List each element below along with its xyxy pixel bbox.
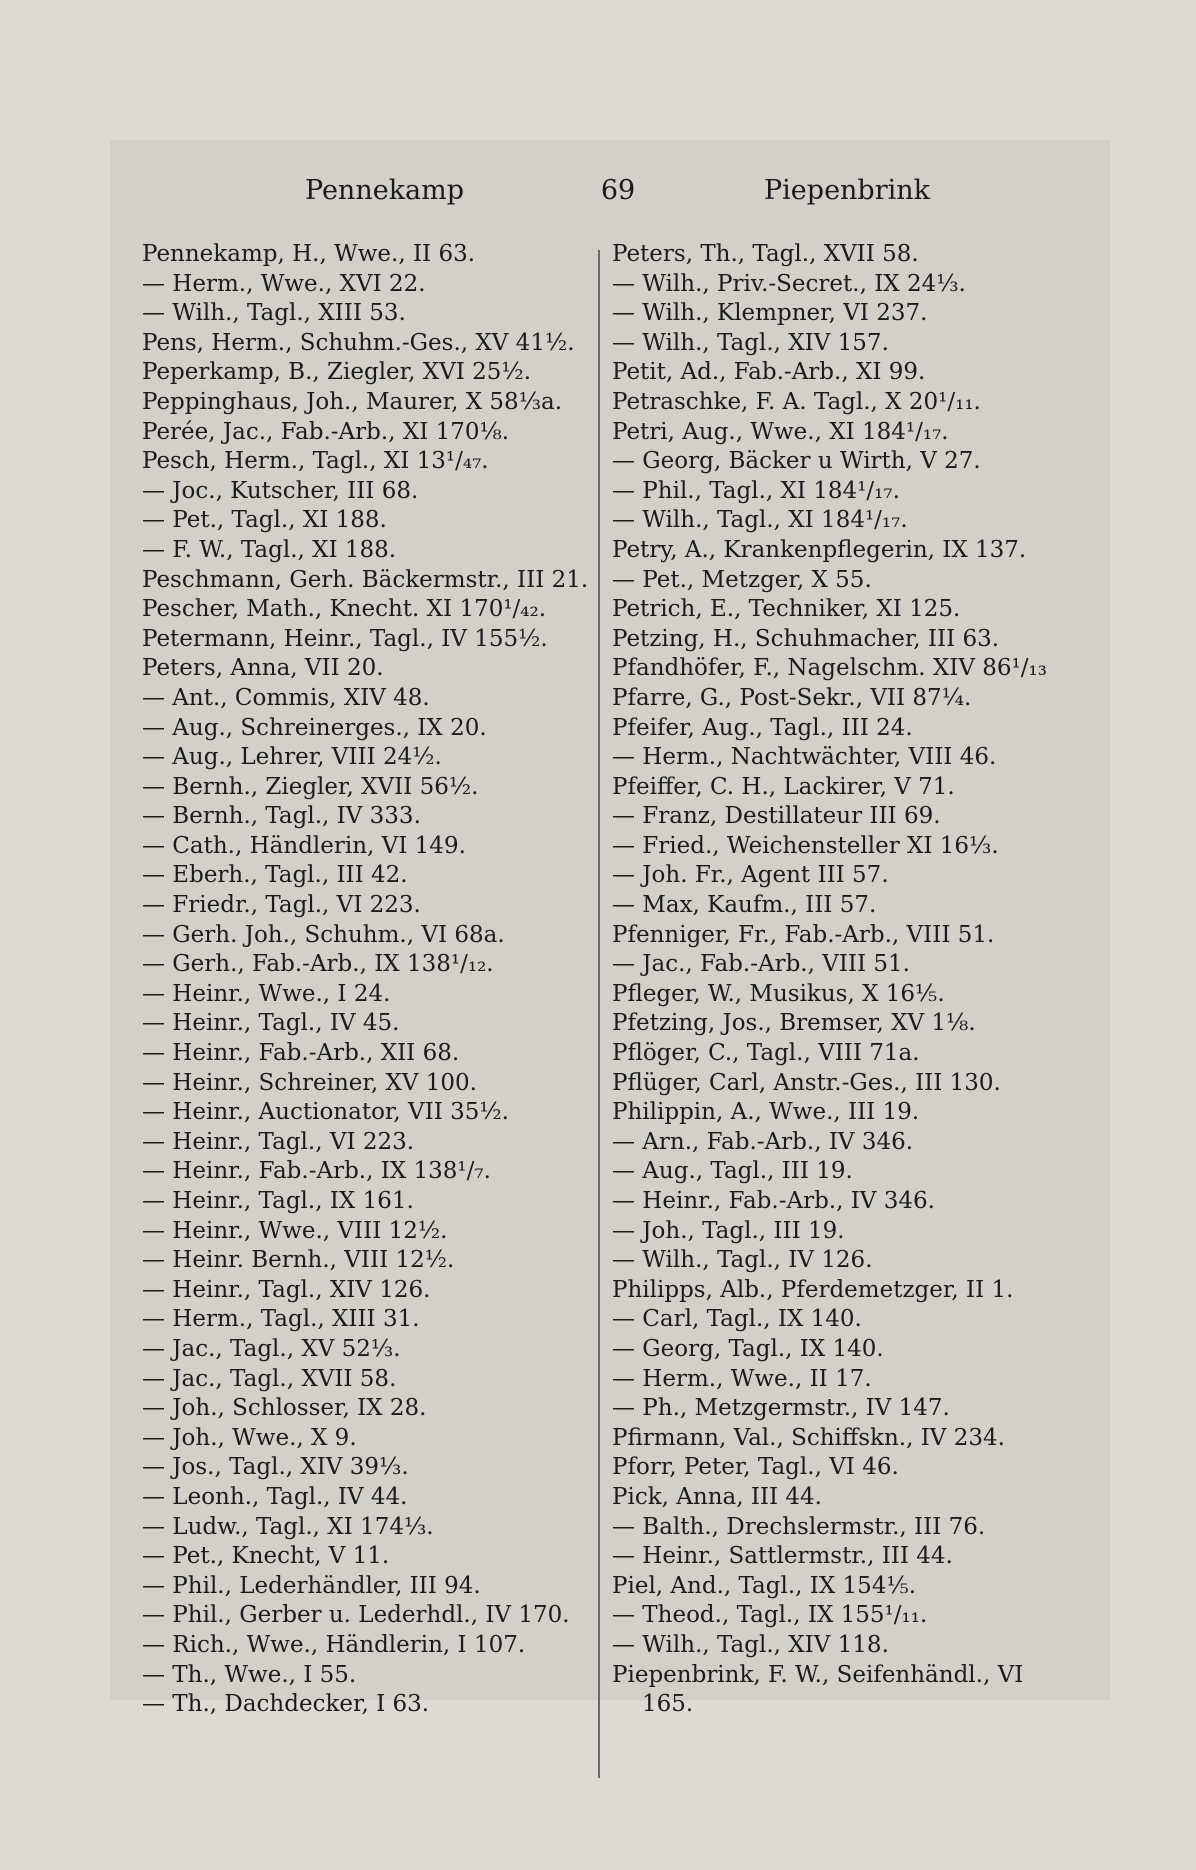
list-item: — Aug., Schreinerges., IX 20. xyxy=(142,714,487,741)
list-item: — Wilh., Tagl., XIV 118. xyxy=(612,1631,889,1658)
list-item: — Wilh., Tagl., XI 184¹/₁₇. xyxy=(612,507,908,534)
list-item: Peppinghaus, Joh., Maurer, X 58⅓a. xyxy=(142,388,563,415)
list-item: — Gerh., Fab.-Arb., IX 138¹/₁₂. xyxy=(142,951,494,978)
list-item: Philippin, A., Wwe., III 19. xyxy=(612,1099,920,1126)
list-item: — Jos., Tagl., XIV 39⅓. xyxy=(142,1454,409,1481)
list-item: — Bernh., Ziegler, XVII 56½. xyxy=(142,773,479,800)
list-item: Petrich, E., Techniker, XI 125. xyxy=(612,596,961,623)
list-item: — Wilh., Tagl., XIII 53. xyxy=(142,300,406,327)
list-item: Petraschke, F. A. Tagl., X 20¹/₁₁. xyxy=(612,388,981,415)
list-item: Pick, Anna, III 44. xyxy=(612,1483,822,1510)
list-item: — Heinr., Fab.-Arb., IX 138¹/₇. xyxy=(142,1158,491,1185)
list-item: Peters, Th., Tagl., XVII 58. xyxy=(612,241,919,267)
list-item: Pfetzing, Jos., Bremser, XV 1⅛. xyxy=(612,1010,976,1037)
list-item: — Ludw., Tagl., XI 174⅓. xyxy=(142,1513,434,1540)
list-item: Petri, Aug., Wwe., XI 184¹/₁₇. xyxy=(612,418,949,445)
list-item: — Joh., Wwe., X 9. xyxy=(142,1424,357,1451)
list-item: — Bernh., Tagl., IV 333. xyxy=(142,803,421,830)
list-item-continuation: 165. xyxy=(642,1691,694,1718)
list-item: Pforr, Peter, Tagl., VI 46. xyxy=(612,1454,899,1481)
list-item: — Wilh., Tagl., IV 126. xyxy=(612,1247,873,1274)
list-item: — Rich., Wwe., Händlerin, I 107. xyxy=(142,1631,526,1658)
list-item: Piel, And., Tagl., IX 154⅕. xyxy=(612,1572,917,1599)
list-item: — Balth., Drechslermstr., III 76. xyxy=(612,1513,986,1540)
list-item: — Wilh., Tagl., XIV 157. xyxy=(612,329,889,356)
list-item: — Heinr., Sattlermstr., III 44. xyxy=(612,1543,953,1570)
list-item: Pflöger, C., Tagl., VIII 71a. xyxy=(612,1040,920,1067)
list-item: — Georg, Tagl., IX 140. xyxy=(612,1335,884,1362)
list-item: — Heinr., Tagl., XIV 126. xyxy=(142,1276,431,1303)
list-item: Peschmann, Gerh. Bäckermstr., III 21. xyxy=(142,566,589,593)
list-item: Pens, Herm., Schuhm.-Ges., XV 41½. xyxy=(142,329,575,356)
list-item: Peperkamp, B., Ziegler, XVI 25½. xyxy=(142,359,532,386)
list-item: — Heinr., Tagl., IV 45. xyxy=(142,1010,400,1037)
list-item: — Heinr. Bernh., VIII 12½. xyxy=(142,1247,455,1274)
list-item: Peters, Anna, VII 20. xyxy=(142,655,384,682)
list-item: — Aug., Lehrer, VIII 24½. xyxy=(142,744,442,771)
list-item: — Joh. Fr., Agent III 57. xyxy=(612,862,889,889)
right-column xyxy=(612,240,1092,1720)
list-item: — Cath., Händlerin, VI 149. xyxy=(142,832,466,859)
list-item: Pfenniger, Fr., Fab.-Arb., VIII 51. xyxy=(612,921,995,948)
list-item: — Th., Wwe., I 55. xyxy=(142,1661,357,1688)
list-item: Philipps, Alb., Pferdemetzger, II 1. xyxy=(612,1276,1014,1303)
list-item: Pennekamp, H., Wwe., II 63. xyxy=(142,241,476,267)
list-item: — Georg, Bäcker u Wirth, V 27. xyxy=(612,448,981,475)
list-item: — Ant., Commis, XIV 48. xyxy=(142,684,430,711)
left-column xyxy=(142,240,587,1720)
list-item: Pfleger, W., Musikus, X 16⅕. xyxy=(612,980,945,1007)
list-item: — Jac., Tagl., XVII 58. xyxy=(142,1365,397,1392)
list-item: Petry, A., Krankenpflegerin, IX 137. xyxy=(612,536,1027,563)
list-item: Pfirmann, Val., Schiffskn., IV 234. xyxy=(612,1424,1005,1451)
list-item: — Max, Kaufm., III 57. xyxy=(612,892,877,919)
list-item: Petzing, H., Schuhmacher, III 63. xyxy=(612,625,1000,652)
list-item: Piepenbrink, F. W., Seifenhändl., VI xyxy=(612,1661,1024,1688)
list-item: — Heinr., Schreiner, XV 100. xyxy=(142,1069,477,1096)
list-item: — Aug., Tagl., III 19. xyxy=(612,1158,853,1185)
list-item: — Phil., Gerber u. Lederhdl., IV 170. xyxy=(142,1602,570,1629)
list-item: — Pet., Tagl., XI 188. xyxy=(142,507,387,534)
list-item: — Heinr., Tagl., IX 161. xyxy=(142,1188,414,1214)
list-item: — F. W., Tagl., XI 188. xyxy=(142,536,397,563)
list-item: — Eberh., Tagl., III 42. xyxy=(142,862,408,889)
list-item: — Th., Dachdecker, I 63. xyxy=(142,1691,430,1718)
list-item: — Phil., Lederhändler, III 94. xyxy=(142,1572,481,1599)
list-item: — Herm., Wwe., II 17. xyxy=(612,1365,872,1392)
list-item: Pfarre, G., Post-Sekr., VII 87¼. xyxy=(612,684,972,711)
list-item: Petit, Ad., Fab.-Arb., XI 99. xyxy=(612,359,926,386)
list-item: Pesch, Herm., Tagl., XI 13¹/₄₇. xyxy=(142,448,489,475)
list-item: — Heinr., Tagl., VI 223. xyxy=(142,1128,415,1155)
list-item: — Herm., Nachtwächter, VIII 46. xyxy=(612,744,997,771)
list-item: — Arn., Fab.-Arb., IV 346. xyxy=(612,1128,914,1155)
list-item: — Herm., Wwe., XVI 22. xyxy=(142,270,426,297)
header-right-catchword: Piepenbrink xyxy=(764,175,931,206)
list-item: — Franz, Destillateur III 69. xyxy=(612,803,941,830)
list-item: — Heinr., Wwe., I 24. xyxy=(142,980,391,1007)
page-number: 69 xyxy=(600,175,636,206)
list-item: Pfeiffer, C. H., Lackirer, V 71. xyxy=(612,773,955,800)
list-item: — Gerh. Joh., Schuhm., VI 68a. xyxy=(142,921,505,948)
list-item: — Phil., Tagl., XI 184¹/₁₇. xyxy=(612,477,900,504)
list-item: Pfandhöfer, F., Nagelschm. XIV 86¹/₁₃ xyxy=(612,655,1047,682)
list-item: — Heinr., Wwe., VIII 12½. xyxy=(142,1217,448,1244)
list-item: — Ph., Metzgermstr., IV 147. xyxy=(612,1395,950,1422)
list-item: — Jac., Tagl., XV 52⅓. xyxy=(142,1335,401,1362)
list-item: Pescher, Math., Knecht. XI 170¹/₄₂. xyxy=(142,596,547,623)
column-divider xyxy=(598,250,600,1778)
list-item: — Heinr., Fab.-Arb., IV 346. xyxy=(612,1188,935,1214)
list-item: — Joh., Tagl., III 19. xyxy=(612,1217,845,1244)
list-item: Pflüger, Carl, Anstr.-Ges., III 130. xyxy=(612,1069,1001,1096)
list-item: — Fried., Weichensteller XI 16⅓. xyxy=(612,832,999,859)
list-item: — Pet., Metzger, X 55. xyxy=(612,566,872,593)
page-header xyxy=(110,175,1110,215)
list-item: Pfeifer, Aug., Tagl., III 24. xyxy=(612,714,913,741)
list-item: — Wilh., Priv.-Secret., IX 24⅓. xyxy=(612,270,966,297)
list-item: — Heinr., Auctionator, VII 35½. xyxy=(142,1099,509,1126)
list-item: — Carl, Tagl., IX 140. xyxy=(612,1306,862,1333)
list-item: Perée, Jac., Fab.-Arb., XI 170⅛. xyxy=(142,418,510,445)
list-item: — Wilh., Klempner, VI 237. xyxy=(612,300,928,327)
list-item: — Theod., Tagl., IX 155¹/₁₁. xyxy=(612,1602,928,1629)
list-item: — Pet., Knecht, V 11. xyxy=(142,1543,390,1570)
list-item: — Joh., Schlosser, IX 28. xyxy=(142,1395,427,1422)
header-left-catchword: Pennekamp xyxy=(305,175,465,206)
list-item: — Leonh., Tagl., IV 44. xyxy=(142,1483,408,1510)
list-item: Petermann, Heinr., Tagl., IV 155½. xyxy=(142,625,548,652)
list-item: — Herm., Tagl., XIII 31. xyxy=(142,1306,420,1333)
list-item: — Friedr., Tagl., VI 223. xyxy=(142,892,421,919)
list-item: — Joc., Kutscher, III 68. xyxy=(142,477,419,504)
list-item: — Heinr., Fab.-Arb., XII 68. xyxy=(142,1040,460,1067)
list-item: — Jac., Fab.-Arb., VIII 51. xyxy=(612,951,910,978)
